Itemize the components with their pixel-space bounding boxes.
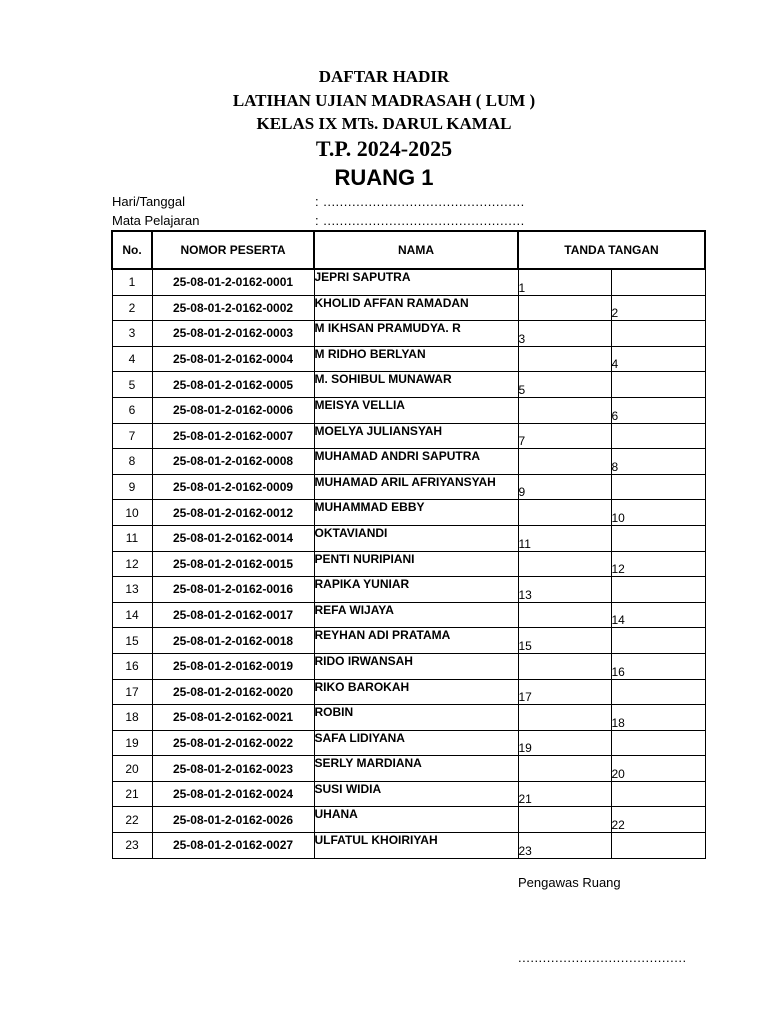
cell-no: 19: [112, 730, 152, 756]
cell-no: 11: [112, 525, 152, 551]
cell-signature-right[interactable]: 18: [611, 705, 705, 731]
cell-no: 13: [112, 577, 152, 603]
cell-signature-right[interactable]: [611, 781, 705, 807]
cell-signature-left[interactable]: 1: [518, 269, 611, 295]
title-daftar-hadir: DAFTAR HADIR: [318, 67, 450, 86]
cell-signature-right[interactable]: 6: [611, 397, 705, 423]
table-row: [112, 269, 705, 295]
cell-signature-left[interactable]: [518, 551, 611, 577]
title-school-year: T.P. 2024-2025: [315, 136, 453, 161]
table-row: [112, 628, 705, 654]
cell-nomor-peserta: 25-08-01-2-0162-0008: [152, 449, 314, 475]
subject-label: Mata Pelajaran: [112, 213, 200, 228]
cell-signature-left[interactable]: [518, 756, 611, 782]
header-tanda-tangan: TANDA TANGAN: [518, 231, 705, 269]
cell-signature-right[interactable]: 4: [611, 346, 705, 372]
cell-nomor-peserta: 25-08-01-2-0162-0020: [152, 679, 314, 705]
table-row: [112, 500, 705, 526]
cell-nomor-peserta: 25-08-01-2-0162-0015: [152, 551, 314, 577]
cell-nama: MEISYA VELLIA: [314, 397, 518, 423]
title-room: RUANG 1: [334, 165, 434, 190]
cell-nomor-peserta: 25-08-01-2-0162-0022: [152, 730, 314, 756]
cell-signature-left[interactable]: 13: [518, 577, 611, 603]
cell-nomor-peserta: 25-08-01-2-0162-0021: [152, 705, 314, 731]
cell-signature-left[interactable]: [518, 705, 611, 731]
title-exam-name: LATIHAN UJIAN MADRASAH ( LUM ): [232, 91, 536, 110]
cell-nomor-peserta: 25-08-01-2-0162-0007: [152, 423, 314, 449]
cell-signature-right[interactable]: 10: [611, 500, 705, 526]
cell-signature-left[interactable]: [518, 449, 611, 475]
table-row: [112, 781, 705, 807]
table-row: [112, 372, 705, 398]
cell-signature-left[interactable]: [518, 346, 611, 372]
cell-signature-left[interactable]: [518, 807, 611, 833]
cell-signature-right[interactable]: [611, 525, 705, 551]
table-row: [112, 295, 705, 321]
cell-no: 14: [112, 602, 152, 628]
cell-nomor-peserta: 25-08-01-2-0162-0016: [152, 577, 314, 603]
cell-no: 20: [112, 756, 152, 782]
table-row: [112, 730, 705, 756]
cell-nama: REYHAN ADI PRATAMA: [314, 628, 518, 654]
cell-nomor-peserta: 25-08-01-2-0162-0001: [152, 269, 314, 295]
cell-nomor-peserta: 25-08-01-2-0162-0017: [152, 602, 314, 628]
cell-signature-left[interactable]: 19: [518, 730, 611, 756]
cell-nama: MUHAMAD ARIL AFRIYANSYAH: [314, 474, 518, 500]
cell-nomor-peserta: 25-08-01-2-0162-0009: [152, 474, 314, 500]
cell-nomor-peserta: 25-08-01-2-0162-0005: [152, 372, 314, 398]
cell-no: 8: [112, 449, 152, 475]
cell-no: 15: [112, 628, 152, 654]
table-row: [112, 423, 705, 449]
cell-signature-left[interactable]: 15: [518, 628, 611, 654]
cell-nama: ULFATUL KHOIRIYAH: [314, 833, 518, 859]
cell-signature-right[interactable]: [611, 679, 705, 705]
cell-nomor-peserta: 25-08-01-2-0162-0002: [152, 295, 314, 321]
cell-no: 5: [112, 372, 152, 398]
cell-nama: RAPIKA YUNIAR: [314, 577, 518, 603]
cell-signature-right[interactable]: 2: [611, 295, 705, 321]
cell-signature-left[interactable]: 17: [518, 679, 611, 705]
header-no: No.: [112, 231, 152, 269]
cell-no: 21: [112, 781, 152, 807]
cell-signature-left[interactable]: [518, 397, 611, 423]
cell-signature-left[interactable]: 11: [518, 525, 611, 551]
cell-nama: PENTI NURIPIANI: [314, 551, 518, 577]
cell-signature-left[interactable]: [518, 295, 611, 321]
cell-signature-right[interactable]: [611, 269, 705, 295]
cell-nama: RIDO IRWANSAH: [314, 653, 518, 679]
cell-nama: REFA WIJAYA: [314, 602, 518, 628]
cell-signature-right[interactable]: [611, 628, 705, 654]
title-class: KELAS IX MTs. DARUL KAMAL: [256, 114, 512, 133]
cell-nama: MUHAMAD ANDRI SAPUTRA: [314, 449, 518, 475]
table-row: [112, 525, 705, 551]
cell-nomor-peserta: 25-08-01-2-0162-0012: [152, 500, 314, 526]
cell-signature-right[interactable]: 22: [611, 807, 705, 833]
cell-no: 6: [112, 397, 152, 423]
cell-nama: M. SOHIBUL MUNAWAR: [314, 372, 518, 398]
cell-nama: MOELYA JULIANSYAH: [314, 423, 518, 449]
cell-signature-right[interactable]: 14: [611, 602, 705, 628]
table-row: [112, 321, 705, 347]
cell-signature-right[interactable]: [611, 321, 705, 347]
cell-signature-right[interactable]: 12: [611, 551, 705, 577]
cell-nomor-peserta: 25-08-01-2-0162-0004: [152, 346, 314, 372]
attendance-table: [111, 230, 706, 859]
header-nama: NAMA: [314, 231, 518, 269]
cell-signature-left[interactable]: 5: [518, 372, 611, 398]
cell-no: 2: [112, 295, 152, 321]
table-row: [112, 653, 705, 679]
table-row: [112, 833, 705, 859]
cell-no: 3: [112, 321, 152, 347]
cell-signature-left[interactable]: 21: [518, 781, 611, 807]
cell-signature-right[interactable]: 8: [611, 449, 705, 475]
cell-nomor-peserta: 25-08-01-2-0162-0003: [152, 321, 314, 347]
cell-nama: SUSI WIDIA: [314, 781, 518, 807]
cell-nomor-peserta: 25-08-01-2-0162-0027: [152, 833, 314, 859]
cell-nomor-peserta: 25-08-01-2-0162-0023: [152, 756, 314, 782]
cell-nama: OKTAVIANDI: [314, 525, 518, 551]
cell-signature-right[interactable]: [611, 372, 705, 398]
cell-signature-right[interactable]: [611, 474, 705, 500]
cell-no: 1: [112, 269, 152, 295]
cell-signature-right[interactable]: 20: [611, 756, 705, 782]
cell-nama: SAFA LIDIYANA: [314, 730, 518, 756]
cell-no: 10: [112, 500, 152, 526]
cell-no: 4: [112, 346, 152, 372]
cell-signature-right[interactable]: [611, 423, 705, 449]
cell-signature-right[interactable]: [611, 833, 705, 859]
cell-no: 16: [112, 653, 152, 679]
cell-no: 22: [112, 807, 152, 833]
date-value: : .................................................: [315, 194, 525, 209]
date-label: Hari/Tanggal: [112, 194, 185, 209]
cell-nama: M RIDHO BERLYAN: [314, 346, 518, 372]
table-header-row: [112, 231, 705, 269]
cell-signature-right[interactable]: [611, 730, 705, 756]
cell-nama: KHOLID AFFAN RAMADAN: [314, 295, 518, 321]
cell-signature-left[interactable]: [518, 602, 611, 628]
table-row: [112, 551, 705, 577]
cell-nama: RIKO BAROKAH: [314, 679, 518, 705]
table-row: [112, 756, 705, 782]
cell-nomor-peserta: 25-08-01-2-0162-0014: [152, 525, 314, 551]
table-body: [112, 269, 705, 858]
cell-nomor-peserta: 25-08-01-2-0162-0018: [152, 628, 314, 654]
cell-signature-right[interactable]: 16: [611, 653, 705, 679]
cell-signature-left[interactable]: [518, 500, 611, 526]
cell-nama: JEPRI SAPUTRA: [314, 269, 518, 295]
cell-nama: UHANA: [314, 807, 518, 833]
cell-nomor-peserta: 25-08-01-2-0162-0026: [152, 807, 314, 833]
table-row: [112, 346, 705, 372]
cell-no: 7: [112, 423, 152, 449]
table-row: [112, 602, 705, 628]
pengawas-label: Pengawas Ruang: [518, 875, 621, 890]
cell-nama: SERLY MARDIANA: [314, 756, 518, 782]
cell-signature-right[interactable]: [611, 577, 705, 603]
cell-no: 17: [112, 679, 152, 705]
signature-line: .........................................: [518, 950, 687, 965]
cell-nama: M IKHSAN PRAMUDYA. R: [314, 321, 518, 347]
header-nomor-peserta: NOMOR PESERTA: [152, 231, 314, 269]
cell-nomor-peserta: 25-08-01-2-0162-0024: [152, 781, 314, 807]
cell-signature-left[interactable]: [518, 653, 611, 679]
table-row: [112, 679, 705, 705]
table-row: [112, 577, 705, 603]
cell-no: 23: [112, 833, 152, 859]
table-row: [112, 474, 705, 500]
cell-nama: ROBIN: [314, 705, 518, 731]
cell-no: 18: [112, 705, 152, 731]
cell-no: 12: [112, 551, 152, 577]
cell-no: 9: [112, 474, 152, 500]
cell-signature-left[interactable]: 3: [518, 321, 611, 347]
table-row: [112, 705, 705, 731]
subject-value: : .................................................: [315, 213, 525, 228]
table-row: [112, 449, 705, 475]
cell-signature-left[interactable]: 9: [518, 474, 611, 500]
table-row: [112, 807, 705, 833]
table-row: [112, 397, 705, 423]
cell-signature-left[interactable]: 23: [518, 833, 611, 859]
cell-nama: MUHAMMAD EBBY: [314, 500, 518, 526]
cell-nomor-peserta: 25-08-01-2-0162-0006: [152, 397, 314, 423]
cell-signature-left[interactable]: 7: [518, 423, 611, 449]
cell-nomor-peserta: 25-08-01-2-0162-0019: [152, 653, 314, 679]
